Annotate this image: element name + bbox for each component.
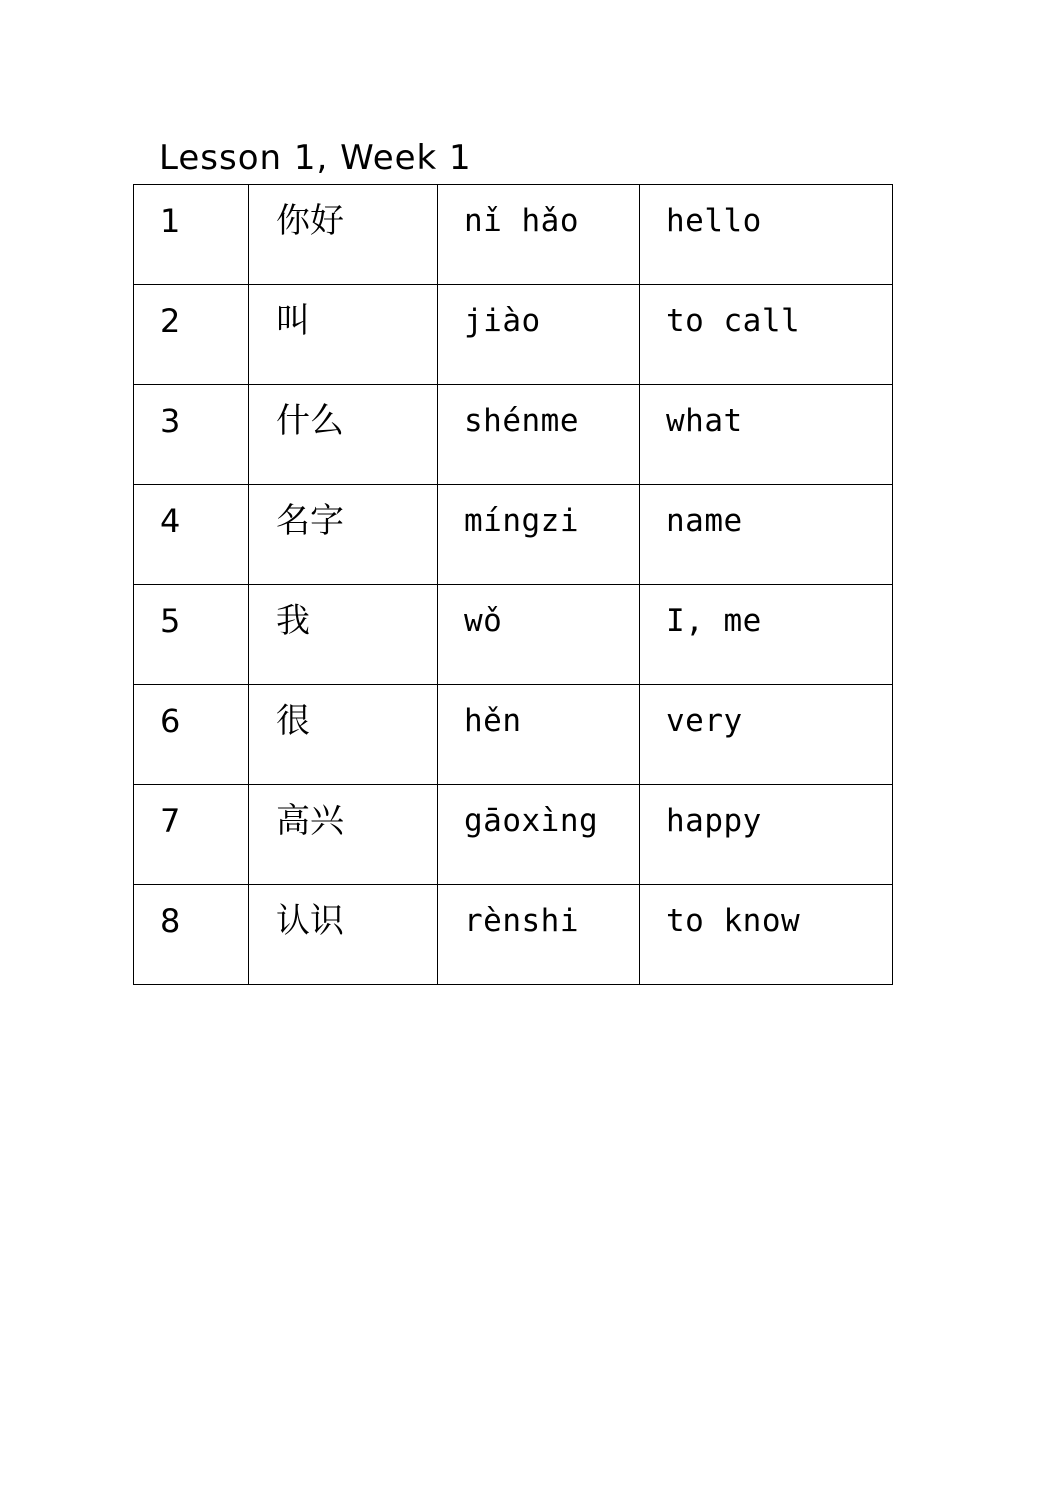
pinyin-text: rènshi: [464, 903, 579, 939]
pinyin-cell: [438, 385, 640, 485]
english-text: very: [666, 703, 743, 739]
table-row: [134, 385, 893, 485]
row-number: 2: [160, 302, 181, 340]
pinyin-text: nǐ hǎo: [464, 203, 579, 239]
hanzi-text: 你好: [276, 201, 344, 241]
hanzi-text: 名字: [276, 501, 344, 541]
row-number-cell: [134, 285, 249, 385]
row-number: 1: [160, 202, 181, 240]
english-text: what: [666, 403, 743, 439]
hanzi-cell: [249, 385, 438, 485]
english-cell: [640, 685, 893, 785]
row-number-cell: [134, 685, 249, 785]
english-text: to call: [666, 303, 801, 339]
row-number: 5: [160, 602, 181, 640]
row-number: 6: [160, 702, 181, 740]
hanzi-text: 很: [276, 701, 310, 741]
row-number: 8: [160, 902, 181, 940]
hanzi-text: 叫: [276, 301, 310, 341]
english-cell: [640, 385, 893, 485]
hanzi-cell: [249, 685, 438, 785]
pinyin-text: míngzi: [464, 503, 579, 539]
page-title: Lesson 1, Week 1: [159, 138, 472, 178]
english-text: name: [666, 503, 743, 539]
pinyin-cell: [438, 585, 640, 685]
row-number: 3: [160, 402, 181, 440]
row-number-cell: [134, 885, 249, 985]
english-cell: [640, 485, 893, 585]
table-row: [134, 485, 893, 585]
table-row: [134, 585, 893, 685]
pinyin-cell: [438, 885, 640, 985]
english-cell: [640, 885, 893, 985]
hanzi-text: 高兴: [276, 801, 344, 841]
pinyin-cell: [438, 485, 640, 585]
hanzi-cell: [249, 585, 438, 685]
row-number-cell: [134, 185, 249, 285]
english-cell: [640, 585, 893, 685]
pinyin-cell: [438, 185, 640, 285]
english-text: to know: [666, 903, 801, 939]
row-number-cell: [134, 785, 249, 885]
hanzi-cell: [249, 785, 438, 885]
english-text: I, me: [666, 603, 762, 639]
table-row: [134, 785, 893, 885]
row-number: 7: [160, 802, 181, 840]
english-text: happy: [666, 803, 762, 839]
table-row: [134, 685, 893, 785]
pinyin-cell: [438, 285, 640, 385]
english-cell: [640, 785, 893, 885]
row-number-cell: [134, 385, 249, 485]
english-cell: [640, 285, 893, 385]
row-number-cell: [134, 585, 249, 685]
hanzi-cell: [249, 285, 438, 385]
table-row: [134, 185, 893, 285]
table-row: [134, 285, 893, 385]
pinyin-text: shénme: [464, 403, 579, 439]
english-cell: [640, 185, 893, 285]
row-number: 4: [160, 502, 181, 540]
hanzi-cell: [249, 485, 438, 585]
hanzi-cell: [249, 185, 438, 285]
english-text: hello: [666, 203, 762, 239]
pinyin-text: jiào: [464, 303, 541, 339]
hanzi-text: 什么: [276, 401, 344, 441]
pinyin-cell: [438, 685, 640, 785]
pinyin-text: wǒ: [464, 603, 503, 639]
hanzi-text: 我: [276, 601, 310, 641]
hanzi-cell: [249, 885, 438, 985]
hanzi-text: 认识: [276, 901, 344, 941]
table-row: [134, 885, 893, 985]
pinyin-text: hěn: [464, 703, 522, 739]
pinyin-cell: [438, 785, 640, 885]
pinyin-text: gāoxìng: [464, 803, 599, 839]
row-number-cell: [134, 485, 249, 585]
vocabulary-table: [133, 184, 893, 985]
